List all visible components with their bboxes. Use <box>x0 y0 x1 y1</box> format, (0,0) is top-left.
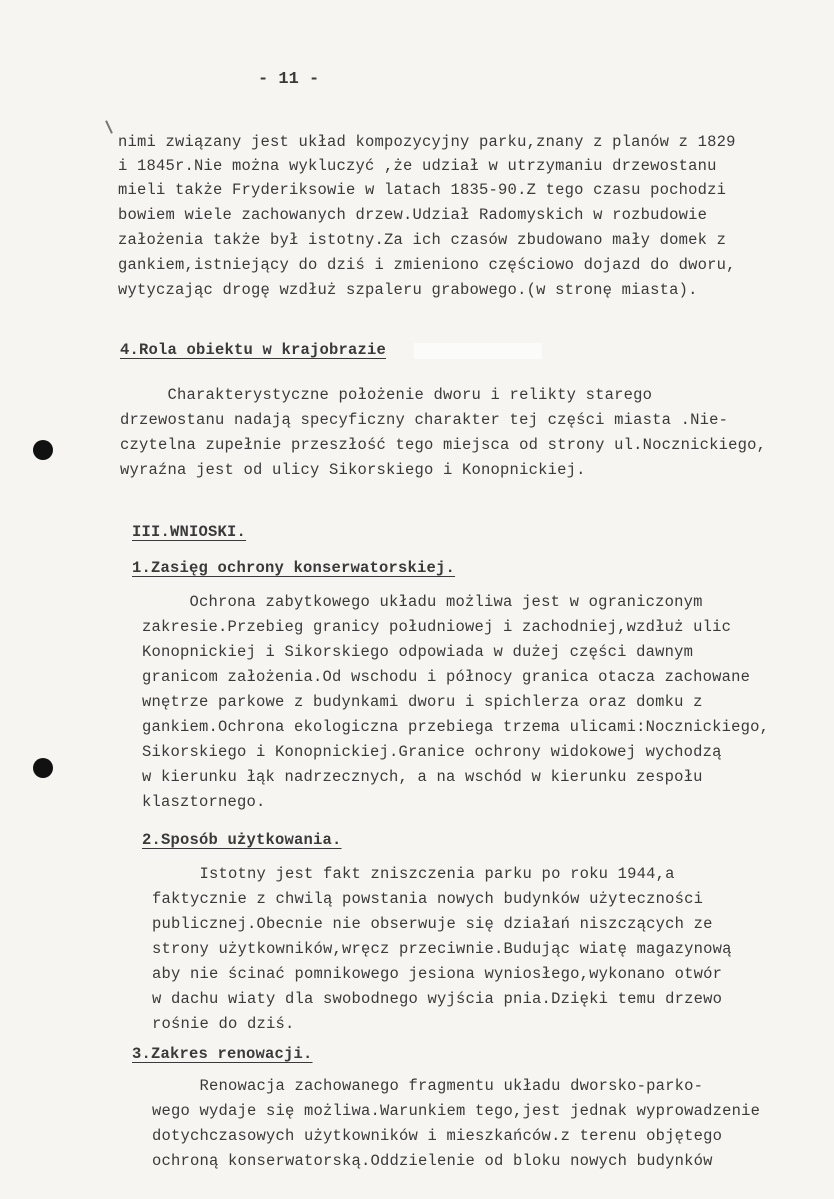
text-line: strony użytkowników,wręcz przeciwnie.Budując wiatę magazynową <box>152 940 732 958</box>
text-line: Renowacja zachowanego fragmentu układu dworsko-parko- <box>152 1077 704 1095</box>
text-line: czytelna zupełnie przeszłość tego miejsca od strony ul.Nocznickiego, <box>120 436 767 454</box>
redaction <box>414 343 542 359</box>
text-line: i 1845r.Nie można wykluczyć ,że udział w utrzymaniu drzewostanu <box>118 157 717 175</box>
text-line: Ochrona zabytkowego układu możliwa jest w ograniczonym <box>142 593 703 611</box>
text-line: w kierunku łąk nadrzecznych, a na wschód w kierunku zespołu <box>142 768 703 786</box>
section-4-heading: 4.Rola obiektu w krajobrazie <box>120 341 387 359</box>
binder-hole <box>33 758 53 778</box>
text-line: Istotny jest fakt zniszczenia parku po roku 1944,a <box>152 865 675 883</box>
subsection-3-heading: 3.Zakres renowacji. <box>132 1045 313 1063</box>
text-line: gankiem,istniejący do dziś i zmieniono częściowo dojazd do dworu, <box>118 256 736 274</box>
subsection-2-heading: 2.Sposób użytkowania. <box>142 831 342 849</box>
text-line: klasztornego. <box>142 793 266 811</box>
text-line: w dachu wiaty dla swobodnego wyjścia pnia.Dzięki temu drzewo <box>152 990 723 1008</box>
section-3-heading: III.WNIOSKI. <box>132 523 247 541</box>
text-line: aby nie ścinać pomnikowego jesiona wyniosłego,wykonano otwór <box>152 965 723 983</box>
text-line: publicznej.Obecnie nie obserwuje się działań niszczących ze <box>152 915 713 933</box>
text-line: nimi związany jest układ kompozycyjny parku,znany z planów z 1829 <box>118 133 736 151</box>
binder-hole <box>33 440 53 460</box>
text-line: bowiem wiele zachowanych drzew.Udział Radomyskich w rozbudowie <box>118 206 708 224</box>
text-line: faktycznie z chwilą powstania nowych budynków użyteczności <box>152 890 704 908</box>
text-line: Sikorskiego i Konopnickiej.Granice ochrony widokowej wychodzą <box>142 743 722 761</box>
text-line: wego wydaje się możliwa.Warunkiem tego,jest jednak wyprowadzenie <box>152 1102 761 1120</box>
text-line: wytyczając drogę wzdłuż szpaleru grabowego.(w stronę miasta). <box>118 281 698 299</box>
text-line: drzewostanu nadają specyficzny charakter tej części miasta .Nie- <box>120 411 729 429</box>
text-line: wyraźna jest od ulicy Sikorskiego i Konopnickiej. <box>120 461 586 479</box>
text-line: ochroną konserwatorską.Oddzielenie od bloku nowych budynków <box>152 1152 713 1170</box>
text-line: zakresie.Przebieg granicy południowej i zachodniej,wzdłuż ulic <box>142 618 732 636</box>
text-line: granicom założenia.Od wschodu i północy granica otacza zachowane <box>142 668 751 686</box>
text-line: Charakterystyczne położenie dworu i relikty starego <box>120 386 653 404</box>
text-line: rośnie do dziś. <box>152 1015 295 1033</box>
text-line: dotychczasowych użytkowników i mieszkańców.z terenu objętego <box>152 1127 723 1145</box>
text-line: mieli także Fryderiksowie w latach 1835-90.Z tego czasu pochodzi <box>118 181 727 199</box>
margin-mark <box>105 120 113 134</box>
text-line: założenia także był istotny.Za ich czasów zbudowano mały domek z <box>118 231 727 249</box>
text-line: gankiem.Ochrona ekologiczna przebiega trzema ulicami:Nocznickiego, <box>142 718 770 736</box>
page-number: - 11 - <box>258 70 320 89</box>
subsection-1-heading: 1.Zasięg ochrony konserwatorskiej. <box>132 559 456 577</box>
text-line: Konopnickiej i Sikorskiego odpowiada w dużej części dawnym <box>142 643 694 661</box>
text-line: wnętrze parkowe z budynkami dworu i spichlerza oraz domku z <box>142 693 703 711</box>
